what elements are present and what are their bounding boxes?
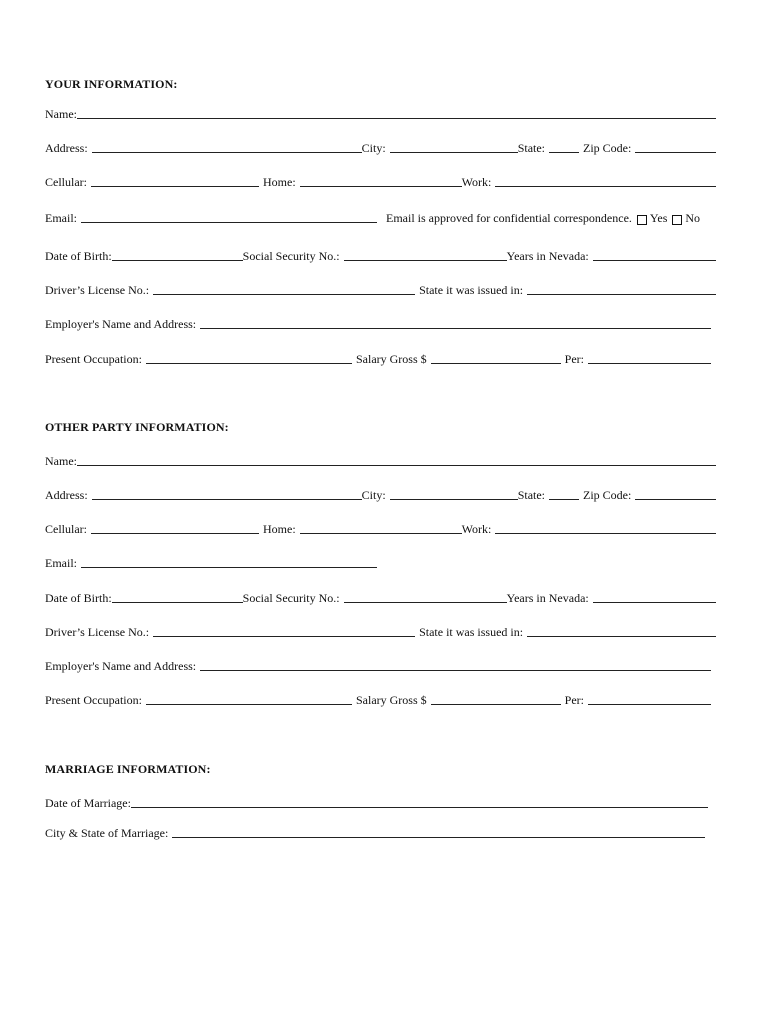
name-label: Name:	[45, 107, 77, 121]
state-label: State:	[517, 488, 546, 502]
other-license-field[interactable]	[153, 636, 415, 637]
years-nevada-label: Years in Nevada:	[506, 249, 589, 263]
other-state-issued-field[interactable]	[527, 636, 716, 637]
address-label: Address:	[45, 141, 88, 155]
dob-label: Date of Birth:	[45, 591, 112, 605]
cellular-field[interactable]	[91, 186, 259, 187]
email-approved-text: Email is approved for confidential correspondence.	[386, 211, 632, 225]
other-zip-field[interactable]	[635, 499, 716, 500]
license-label: Driver’s License No.:	[45, 283, 150, 297]
city-label: City:	[361, 488, 386, 502]
email-approved-no-checkbox[interactable]	[672, 215, 682, 225]
other-employer-field[interactable]	[200, 670, 711, 671]
state-issued-field[interactable]	[527, 294, 716, 295]
other-cellular-field[interactable]	[91, 533, 259, 534]
other-name-row	[45, 452, 716, 468]
state-issued-label: State it was issued in:	[419, 625, 524, 639]
email-label: Email:	[45, 556, 77, 570]
address-field[interactable]	[92, 152, 362, 153]
cellular-label: Cellular:	[45, 175, 87, 189]
address-label: Address:	[45, 488, 88, 502]
other-email-field[interactable]	[81, 567, 377, 568]
section-title-your-information: YOUR INFORMATION:	[45, 77, 178, 91]
your-phone-row	[45, 173, 716, 189]
other-phone-row	[45, 520, 716, 536]
other-years-nevada-field[interactable]	[593, 602, 716, 603]
your-license-row	[45, 281, 716, 297]
your-occupation-row	[45, 350, 716, 366]
yes-label: Yes	[649, 211, 668, 225]
employer-field[interactable]	[200, 328, 711, 329]
date-marriage-label: Date of Marriage:	[45, 796, 131, 810]
cellular-label: Cellular:	[45, 522, 87, 536]
per-field[interactable]	[588, 363, 711, 364]
years-nevada-field[interactable]	[593, 260, 716, 261]
salary-field[interactable]	[431, 363, 561, 364]
state-label: State:	[517, 141, 546, 155]
email-field[interactable]	[81, 222, 377, 223]
state-issued-label: State it was issued in:	[419, 283, 524, 297]
date-marriage-field[interactable]	[131, 807, 708, 808]
license-field[interactable]	[153, 294, 415, 295]
employer-label: Employer's Name and Address:	[45, 659, 197, 673]
your-employer-row	[45, 315, 716, 331]
your-name-row	[45, 105, 716, 121]
salary-label: Salary Gross $	[355, 693, 427, 707]
ssn-label: Social Security No.:	[242, 249, 340, 263]
email-label: Email:	[45, 211, 77, 225]
city-state-marriage-field[interactable]	[172, 837, 705, 838]
marriage-date-row	[45, 794, 716, 810]
other-dob-field[interactable]	[112, 602, 243, 603]
your-dob-row	[45, 247, 716, 263]
dob-label: Date of Birth:	[45, 249, 112, 263]
other-email-row	[45, 554, 716, 570]
zip-field[interactable]	[635, 152, 716, 153]
home-label: Home:	[263, 522, 296, 536]
ssn-label: Social Security No.:	[242, 591, 340, 605]
no-label: No	[685, 211, 701, 225]
other-name-field[interactable]	[77, 465, 716, 466]
other-ssn-field[interactable]	[344, 602, 507, 603]
other-work-field[interactable]	[495, 533, 716, 534]
per-label: Per:	[564, 693, 584, 707]
occupation-field[interactable]	[146, 363, 352, 364]
salary-label: Salary Gross $	[355, 352, 427, 366]
work-field[interactable]	[495, 186, 716, 187]
per-label: Per:	[564, 352, 584, 366]
other-dob-row	[45, 589, 716, 605]
your-email-row	[45, 209, 716, 225]
dob-field[interactable]	[112, 260, 243, 261]
employer-label: Employer's Name and Address:	[45, 317, 197, 331]
other-state-field[interactable]	[549, 499, 579, 500]
home-field[interactable]	[300, 186, 462, 187]
other-address-field[interactable]	[92, 499, 362, 500]
work-label: Work:	[461, 175, 492, 189]
email-approved-yes-checkbox[interactable]	[637, 215, 647, 225]
years-nevada-label: Years in Nevada:	[506, 591, 589, 605]
other-occupation-row	[45, 691, 716, 707]
section-title-other-party: OTHER PARTY INFORMATION:	[45, 420, 229, 434]
city-label: City:	[361, 141, 386, 155]
other-employer-row	[45, 657, 716, 673]
home-label: Home:	[263, 175, 296, 189]
other-per-field[interactable]	[588, 704, 711, 705]
zip-label: Zip Code:	[583, 141, 632, 155]
other-salary-field[interactable]	[431, 704, 561, 705]
other-home-field[interactable]	[300, 533, 462, 534]
occupation-label: Present Occupation:	[45, 352, 142, 366]
license-label: Driver’s License No.:	[45, 625, 150, 639]
other-license-row	[45, 623, 716, 639]
work-label: Work:	[461, 522, 492, 536]
occupation-label: Present Occupation:	[45, 693, 142, 707]
ssn-field[interactable]	[344, 260, 507, 261]
state-field[interactable]	[549, 152, 579, 153]
marriage-place-row	[45, 824, 716, 840]
other-address-row	[45, 486, 716, 502]
section-title-marriage: MARRIAGE INFORMATION:	[45, 762, 211, 776]
city-field[interactable]	[390, 152, 518, 153]
your-address-row	[45, 139, 716, 155]
other-occupation-field[interactable]	[146, 704, 352, 705]
city-state-marriage-label: City & State of Marriage:	[45, 826, 169, 840]
zip-label: Zip Code:	[583, 488, 632, 502]
other-city-field[interactable]	[390, 499, 518, 500]
name-label: Name:	[45, 454, 77, 468]
name-field[interactable]	[77, 118, 716, 119]
